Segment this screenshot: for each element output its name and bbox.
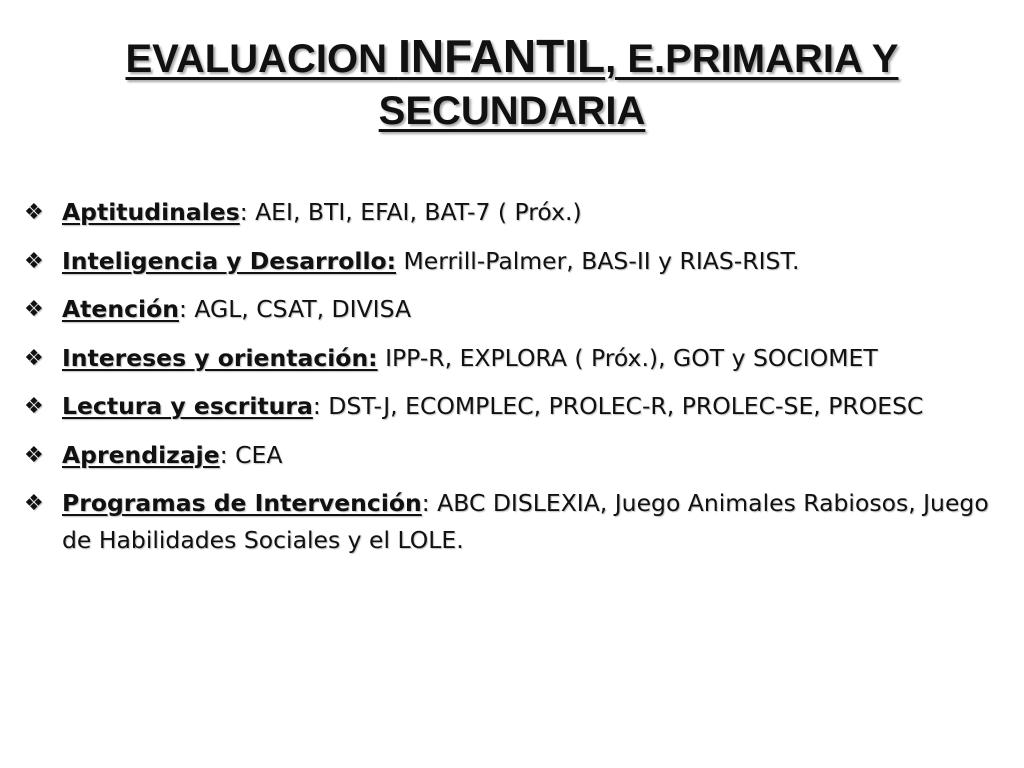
diamond-bullet-icon: ❖	[24, 491, 44, 516]
bullet-item-intereses	[22, 340, 992, 377]
bullet-text: Merrill-Palmer, BAS-II y RIAS-RIST.	[403, 246, 800, 275]
bullet-label: Atención	[62, 295, 179, 323]
slide-title	[40, 30, 984, 137]
diamond-bullet-icon: ❖	[24, 297, 44, 322]
bullet-text: ABC DISLEXIA, Juego Animales Rabiosos, Juego de Habilidades Sociales y el LOLE.	[62, 489, 989, 554]
bullet-item-lectura	[22, 388, 992, 425]
title-part-evaluacion: EVALUACION	[125, 37, 399, 81]
bullet-label: Lectura y escritura	[62, 392, 313, 420]
bullet-text: DST-J, ECOMPLEC, PROLEC-R, PROLEC-SE, PROESC	[328, 392, 924, 420]
bullet-label: Programas de Intervención	[62, 489, 422, 517]
bullet-label: Aprendizaje	[62, 440, 220, 469]
bullet-text: IPP-R, EXPLORA ( Próx.), GOT y SOCIOMET	[385, 343, 878, 372]
bullet-text: CEA	[235, 440, 283, 469]
bullet-label: Aptitudinales	[62, 198, 240, 226]
bullet-separator: :	[239, 198, 256, 226]
title-part-infantil: INFANTIL	[398, 30, 606, 82]
bullet-text: AEI, BTI, EFAI, BAT-7 ( Próx.)	[255, 198, 582, 226]
bullet-label: Inteligencia y Desarrollo:	[62, 246, 397, 275]
bullet-item-aptitudinales	[22, 194, 992, 231]
bullet-item-atencion	[22, 291, 992, 328]
bullet-item-aprendizaje	[22, 437, 992, 474]
diamond-bullet-icon: ❖	[24, 394, 44, 419]
diamond-bullet-icon: ❖	[24, 442, 44, 468]
bullet-item-programas	[22, 485, 992, 559]
bullet-separator: :	[178, 295, 195, 323]
diamond-bullet-icon: ❖	[24, 200, 44, 225]
title-part-primaria-secundaria: , E.PRIMARIA Y SECUNDARIA	[378, 37, 899, 133]
bullet-separator	[396, 247, 403, 275]
diamond-bullet-icon: ❖	[24, 345, 44, 371]
bullet-separator: :	[219, 440, 236, 469]
bullet-item-inteligencia	[22, 243, 992, 280]
diamond-bullet-icon: ❖	[24, 248, 44, 274]
bullet-label: Intereses y orientación:	[62, 343, 378, 372]
bullet-separator: :	[312, 392, 329, 420]
bullet-text: AGL, CSAT, DIVISA	[194, 295, 412, 323]
bullet-separator	[378, 344, 385, 372]
bullet-separator: :	[421, 489, 438, 517]
bullet-list	[22, 194, 992, 571]
